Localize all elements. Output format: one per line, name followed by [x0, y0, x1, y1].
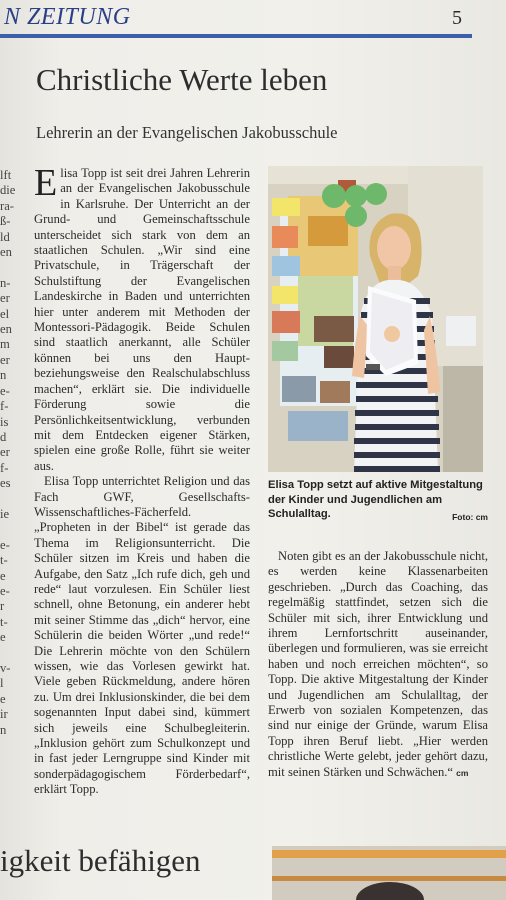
article-right-column: [268, 549, 488, 781]
left-fragment-line: e: [0, 568, 6, 583]
left-fragment-line: n: [0, 368, 7, 383]
photo-credit: Foto: cm: [452, 512, 488, 522]
photo-caption: [268, 478, 488, 525]
article-main-column: [34, 162, 250, 798]
article-paragraph-2: Elisa Topp unterrichtet Religion und das Fach GWF, Gesellschafts-Wissenschaftliches-Fächerfeld. „Propheten in der Bibel“ ist gerade das Thema im Religionsunterricht. Die Schüler sitzen im Kreis und haben die Aufgabe, den Satz „Ich rufe dich, geh und rede“ laut vorzulesen. Ein Schüler liest schnell, ohne Betonung, ein anderer hebt mit seiner Stimme das „dich“ hervor, eine Schülerin die beiden Wörter „und rede!“ Die Lehrerin möchte von den Schülern wissen, wie das Vorlesen gewirkt hat. Viele geben Rückmeldung, andere hören zu. Um drei Inklusionskinder, die bei dem sogenannten Input dabei sind, kümmert sich jeweils eine Schulbegleiterin. „Inklusion gehört zum Schulkonzept und in fast jeder Lerngruppe sind Kinder mit sonderpädagogischem Förderbedarf“, erklärt Topp.: [34, 474, 250, 797]
left-fragment-line: die: [0, 183, 15, 198]
article-headline: Christliche Werte leben: [36, 62, 328, 97]
header-rule: [0, 34, 472, 38]
left-fragment-line: [0, 522, 15, 537]
left-fragment-line: en: [0, 322, 12, 337]
left-fragment-line: l: [0, 676, 4, 691]
paragraph-3-text: Noten gibt es an der Jakobusschule nicht, es werden keine Klassenarbeiten geschrieben. „Durch das Coaching, das regelmäßig stattfindet, setzen sich die Schüler mit sich, ihrer Entwicklung und ihrem Lernfortschritt auseinander, überlegen und formulieren, was sie erreicht haben und noch erreichen möchten“, so Topp. Die aktive Mitgestaltung der Kinder und Jugendlichen am Schulalltag, der Erwerb von sozialen Kompetenzen, das sind nur einige der Gründe, warum Elisa Topp ihren Beruf liebt. „Hier werden christliche Werte gelebt, jeder gehört dazu, mit seinen Stärken und Schwächen.“: [268, 549, 488, 779]
left-fragment-line: ra-: [0, 198, 14, 213]
drop-cap: E: [34, 162, 58, 204]
left-fragment-line: [0, 260, 15, 275]
left-fragment-line: ld: [0, 229, 10, 244]
next-article-photo: [272, 846, 506, 900]
left-fragment-line: en: [0, 245, 12, 260]
left-fragment-line: n: [0, 722, 7, 737]
left-fragment-line: [0, 646, 15, 661]
left-fragment-line: e-: [0, 537, 10, 552]
left-fragment-line: e-: [0, 383, 10, 398]
article-subheadline: Lehrerin an der Evangelischen Jakobusschule: [36, 123, 338, 142]
page-number: 5: [452, 7, 462, 29]
author-credit: cm: [456, 767, 469, 778]
article-photo: [268, 166, 483, 472]
next-photo-illustration: [272, 846, 506, 900]
teacher-photo-illustration: [268, 166, 483, 472]
left-fragment-line: er: [0, 445, 10, 460]
paragraph-1-text: lisa Topp ist seit drei Jahren Lehrerin an der Evangelischen Jakobusschule in Karlsruhe. Der Unterricht an der Grund- und Gemeinschaftsschule unterscheidet sich stark von dem an staatlichen Schulen. „Wir sind eine Privatschule, in Trägerschaft der Schulstiftung der Evangelischen Landeskirche in Baden und unterrichten hier unter anderem mit Methoden der Montessori-Pädagogik. Beide Schulen sind staatlich anerkannt, alle Schüler können bei uns den Haupt- beziehungsweise den Realschulabschluss machen“, erklärt sie. Die individuelle Förderung sowie die Persönlichkeitsentwicklung, verbunden mit dem Entdecken eigener Stärken, spielen eine große Rolle, führt sie weiter aus.: [34, 166, 250, 473]
left-fragment-line: r: [0, 599, 5, 614]
next-article-headline: igkeit befähigen: [0, 843, 201, 878]
left-fragment-line: t-: [0, 614, 8, 629]
left-fragment-line: ß-: [0, 214, 11, 229]
left-fragment-line: t-: [0, 553, 8, 568]
left-fragment-line: el: [0, 306, 10, 321]
left-fragment-line: e-: [0, 583, 10, 598]
left-column-fragments: [0, 168, 15, 738]
caption-text: Elisa Topp setzt auf aktive Mitgestaltung der Kinder und Jugendlichen am Schulalltag.: [268, 479, 483, 520]
left-fragment-line: f-: [0, 399, 9, 414]
left-fragment-line: lft: [0, 168, 12, 182]
left-fragment-line: er: [0, 352, 10, 367]
left-fragment-line: es: [0, 476, 11, 491]
left-fragment-line: is: [0, 414, 9, 429]
article-paragraph-1: [34, 162, 250, 474]
newspaper-name: N ZEITUNG: [4, 4, 131, 30]
left-fragment-line: [0, 492, 15, 507]
left-fragment-line: n-: [0, 275, 11, 290]
left-fragment-line: f-: [0, 460, 9, 475]
left-fragment-line: m: [0, 337, 10, 352]
left-fragment-line: d: [0, 429, 7, 444]
left-fragment-line: ie: [0, 506, 10, 521]
left-fragment-line: v-: [0, 661, 11, 675]
left-fragment-line: ir: [0, 707, 8, 722]
left-fragment-line: er: [0, 291, 10, 306]
left-fragment-line: e: [0, 630, 6, 645]
article-paragraph-3: [268, 549, 488, 781]
left-fragment-line: e: [0, 691, 6, 706]
page-header: [0, 0, 506, 38]
